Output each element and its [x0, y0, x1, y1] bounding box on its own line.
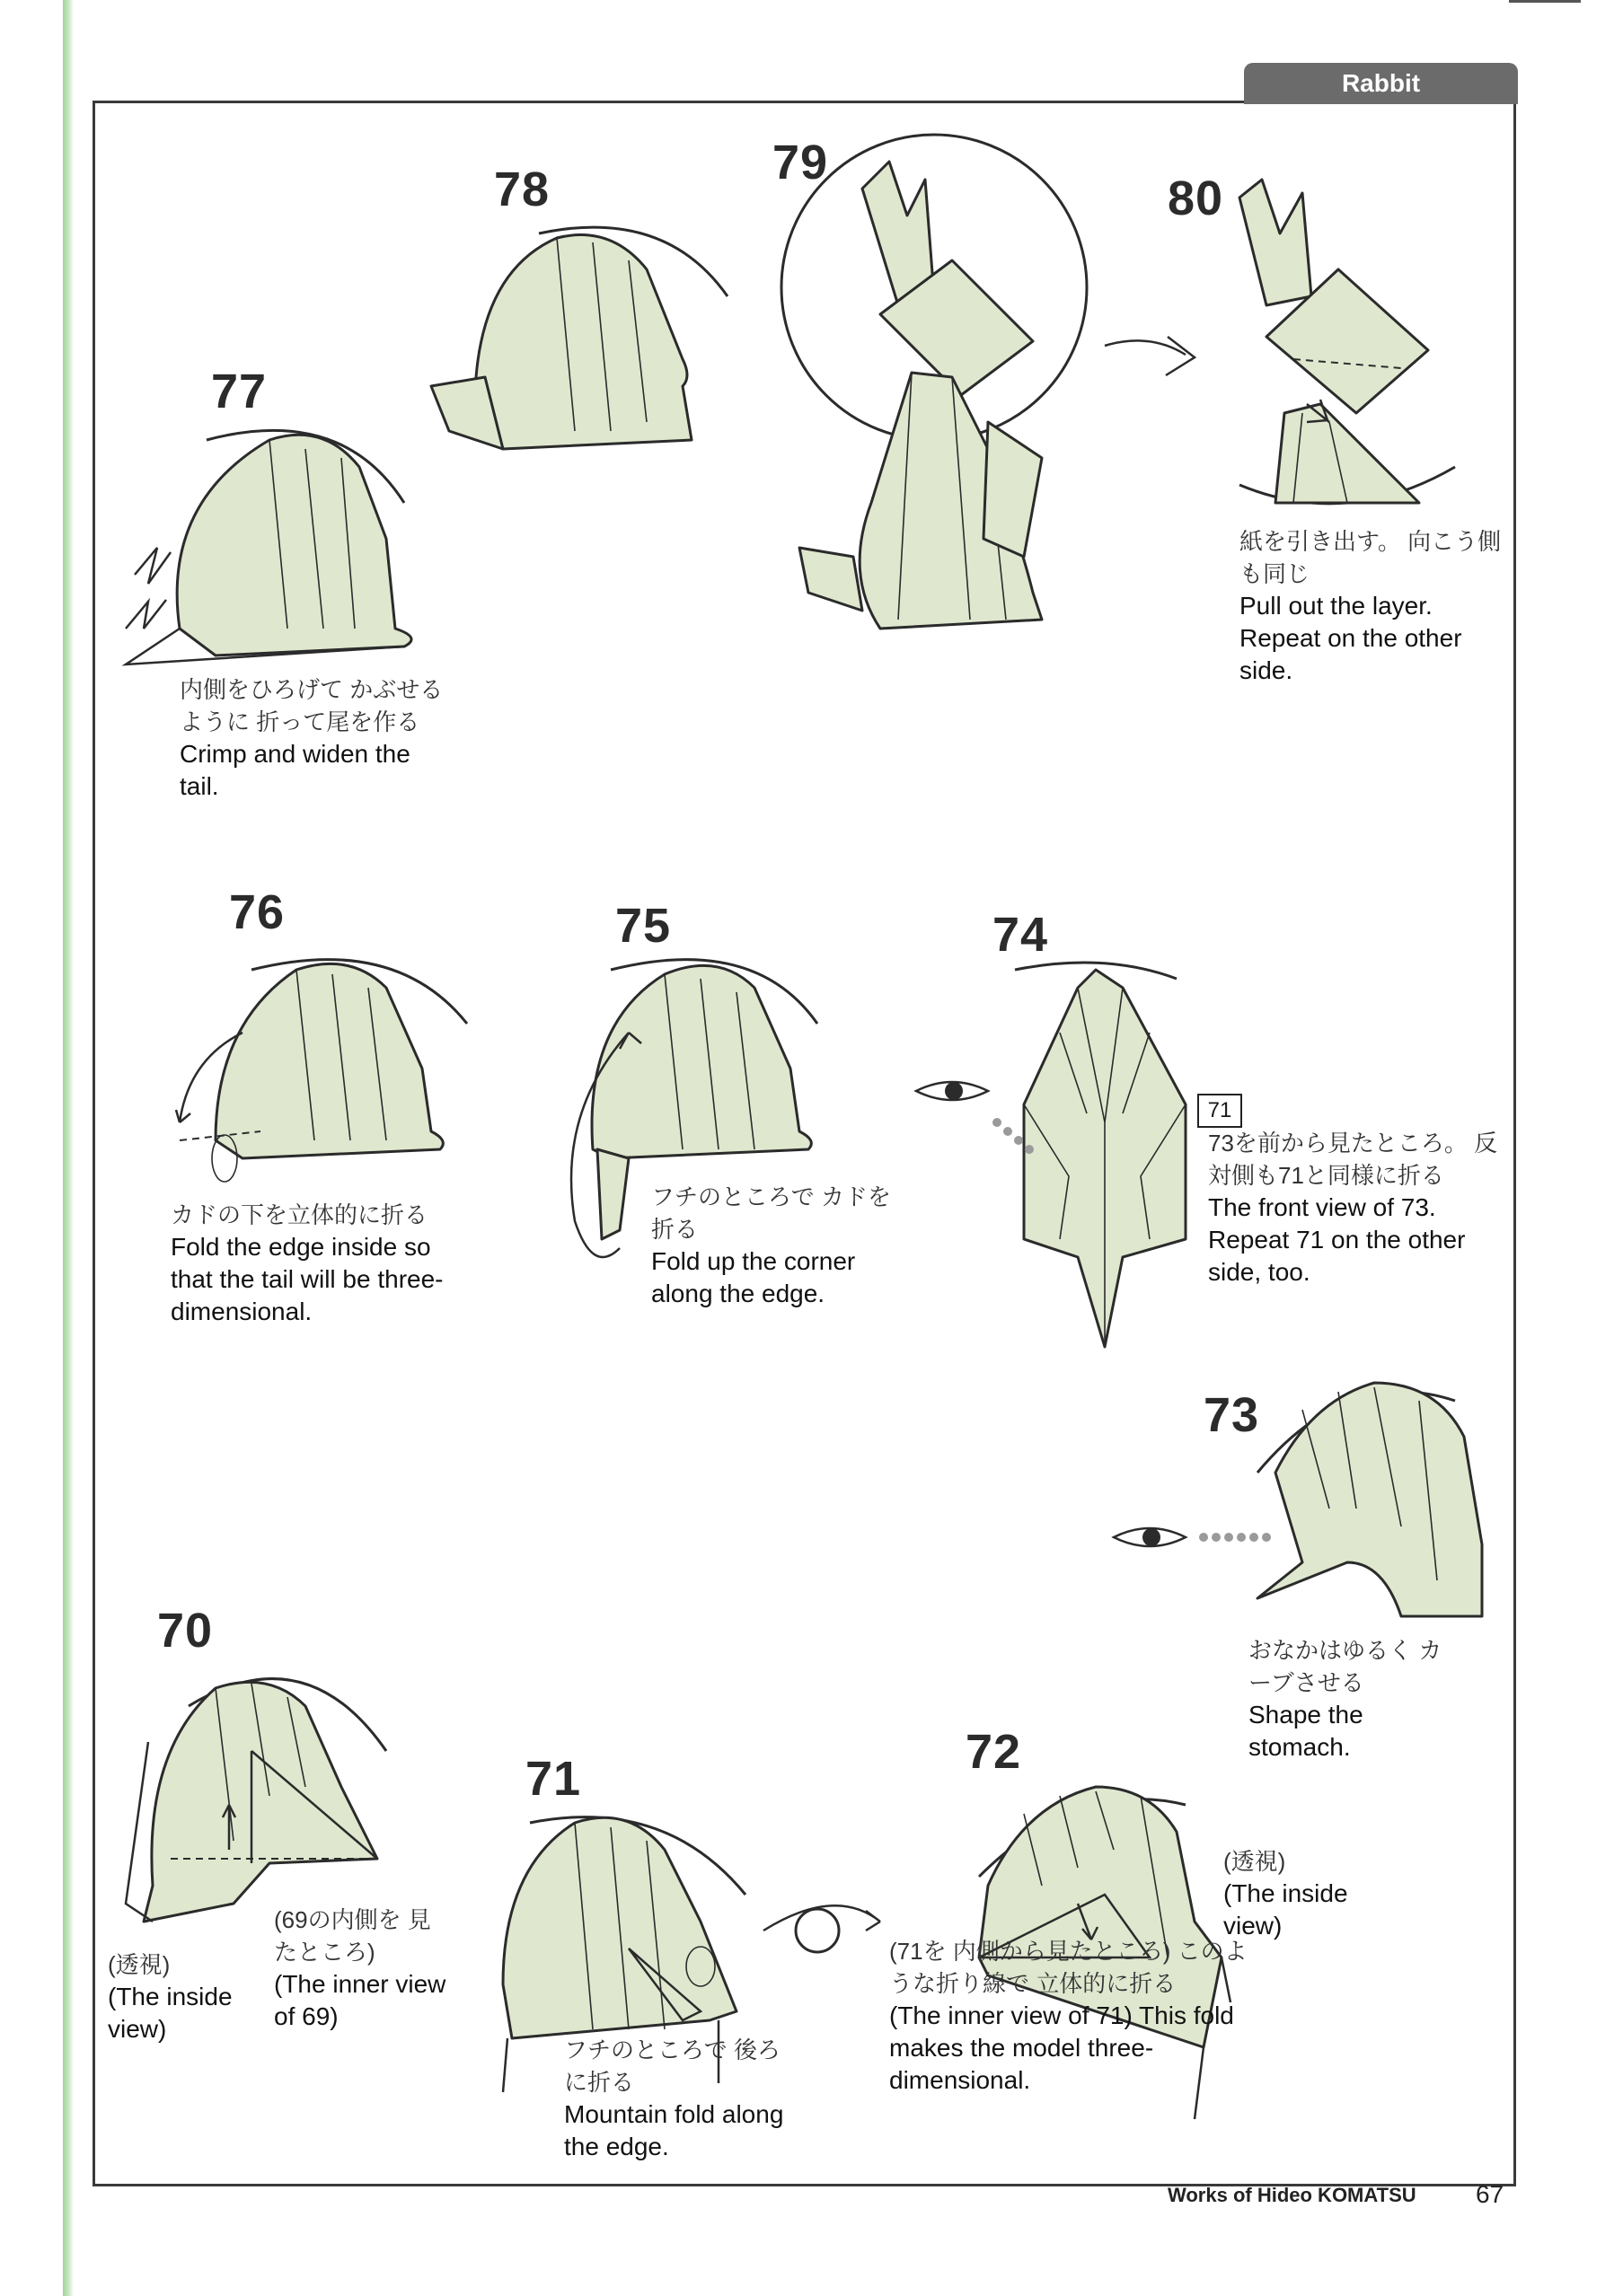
- step-80-drawing: [1239, 180, 1455, 504]
- step-70-tag-ja: (透視): [108, 1951, 171, 1978]
- step-70-note: [274, 1904, 454, 2033]
- step-72-caption: [889, 1935, 1248, 2097]
- reference-step-box: 71: [1197, 1094, 1242, 1128]
- step-73-caption-en: Shape the stomach.: [1248, 1701, 1363, 1761]
- step-76-caption-ja: カドの下を立体的に折る: [171, 1201, 428, 1228]
- step-number-78: 78: [494, 163, 551, 216]
- step-78-drawing: [431, 227, 728, 449]
- step-80-caption: [1239, 525, 1509, 687]
- step-77-drawing: [126, 430, 411, 664]
- section-title-tab: Rabbit: [1244, 63, 1518, 104]
- step-74-drawing: [916, 963, 1186, 1347]
- step-74-caption-en: The front view of 73. Repeat 71 on the other side, too.: [1208, 1193, 1466, 1286]
- step-number-71: 71: [525, 1752, 582, 1806]
- step-72-tag-ja: (透視): [1223, 1848, 1286, 1875]
- step-80-caption-en: Pull out the layer. Repeat on the other side.: [1239, 592, 1462, 684]
- step-70-tag: [108, 1949, 251, 2045]
- step-75-caption-en: Fold up the corner along the edge.: [651, 1247, 856, 1307]
- step-76-caption: [171, 1199, 467, 1328]
- step-73-drawing: [1114, 1383, 1482, 1616]
- step-74-caption: [1208, 1127, 1504, 1289]
- step-80-caption-ja: 紙を引き出す。 向こう側も同じ: [1239, 528, 1502, 587]
- step-72-tag-en: (The inside view): [1223, 1879, 1348, 1940]
- step-73-caption: [1248, 1634, 1464, 1764]
- step-71-caption-en: Mountain fold along the edge.: [564, 2100, 784, 2160]
- step-75-caption-ja: フチのところで カドを折る: [651, 1183, 891, 1243]
- step-number-72: 72: [966, 1725, 1022, 1779]
- step-70-note-en: (The inner view of 69): [274, 1970, 446, 2030]
- step-71-caption-ja: フチのところで 後ろに折る: [564, 2036, 781, 2096]
- step-number-70: 70: [157, 1604, 214, 1658]
- step-73-caption-ja: おなかはゆるく カーブさせる: [1248, 1637, 1442, 1696]
- step-77-caption: [180, 673, 449, 803]
- arrow-79-to-80: [1105, 337, 1195, 375]
- step-number-77: 77: [211, 365, 268, 418]
- step-77-caption-ja: 内側をひろげて かぶせるように 折って尾を作る: [180, 676, 444, 735]
- step-74-caption-ja: 73を前から見たところ。 反対側も71と同様に折る: [1208, 1130, 1498, 1189]
- step-number-80: 80: [1168, 172, 1224, 225]
- page-number: 67: [1476, 2180, 1504, 2208]
- step-76-caption-en: Fold the edge inside so that the tail will be three-dimensional.: [171, 1233, 444, 1325]
- step-number-79: 79: [772, 136, 829, 189]
- step-number-74: 74: [992, 908, 1049, 962]
- step-76-drawing: [176, 960, 467, 1182]
- step-number-73: 73: [1204, 1388, 1260, 1442]
- step-71-caption: [564, 2034, 798, 2163]
- step-70-tag-en: (The inside view): [108, 1983, 233, 2043]
- step-70-drawing: [126, 1679, 386, 1922]
- step-number-75: 75: [615, 899, 672, 953]
- step-70-note-ja: (69の内側を 見たところ): [274, 1906, 431, 1966]
- arrow-71-to-72: [763, 1905, 880, 1952]
- step-number-76: 76: [229, 885, 286, 939]
- step-75-caption: [651, 1181, 912, 1310]
- step-79-drawing: [781, 135, 1087, 629]
- step-72-tag: [1223, 1845, 1394, 1942]
- footer-credit: Works of Hideo KOMATSU: [1168, 2184, 1416, 2206]
- step-72-caption-ja: (71を 内側から見たところ) このような折り線で 立体的に折る: [889, 1938, 1248, 1997]
- step-72-caption-en: (The inner view of 71) This fold makes the model three-dimensional.: [889, 2001, 1234, 2094]
- step-77-caption-en: Crimp and widen the tail.: [180, 740, 410, 800]
